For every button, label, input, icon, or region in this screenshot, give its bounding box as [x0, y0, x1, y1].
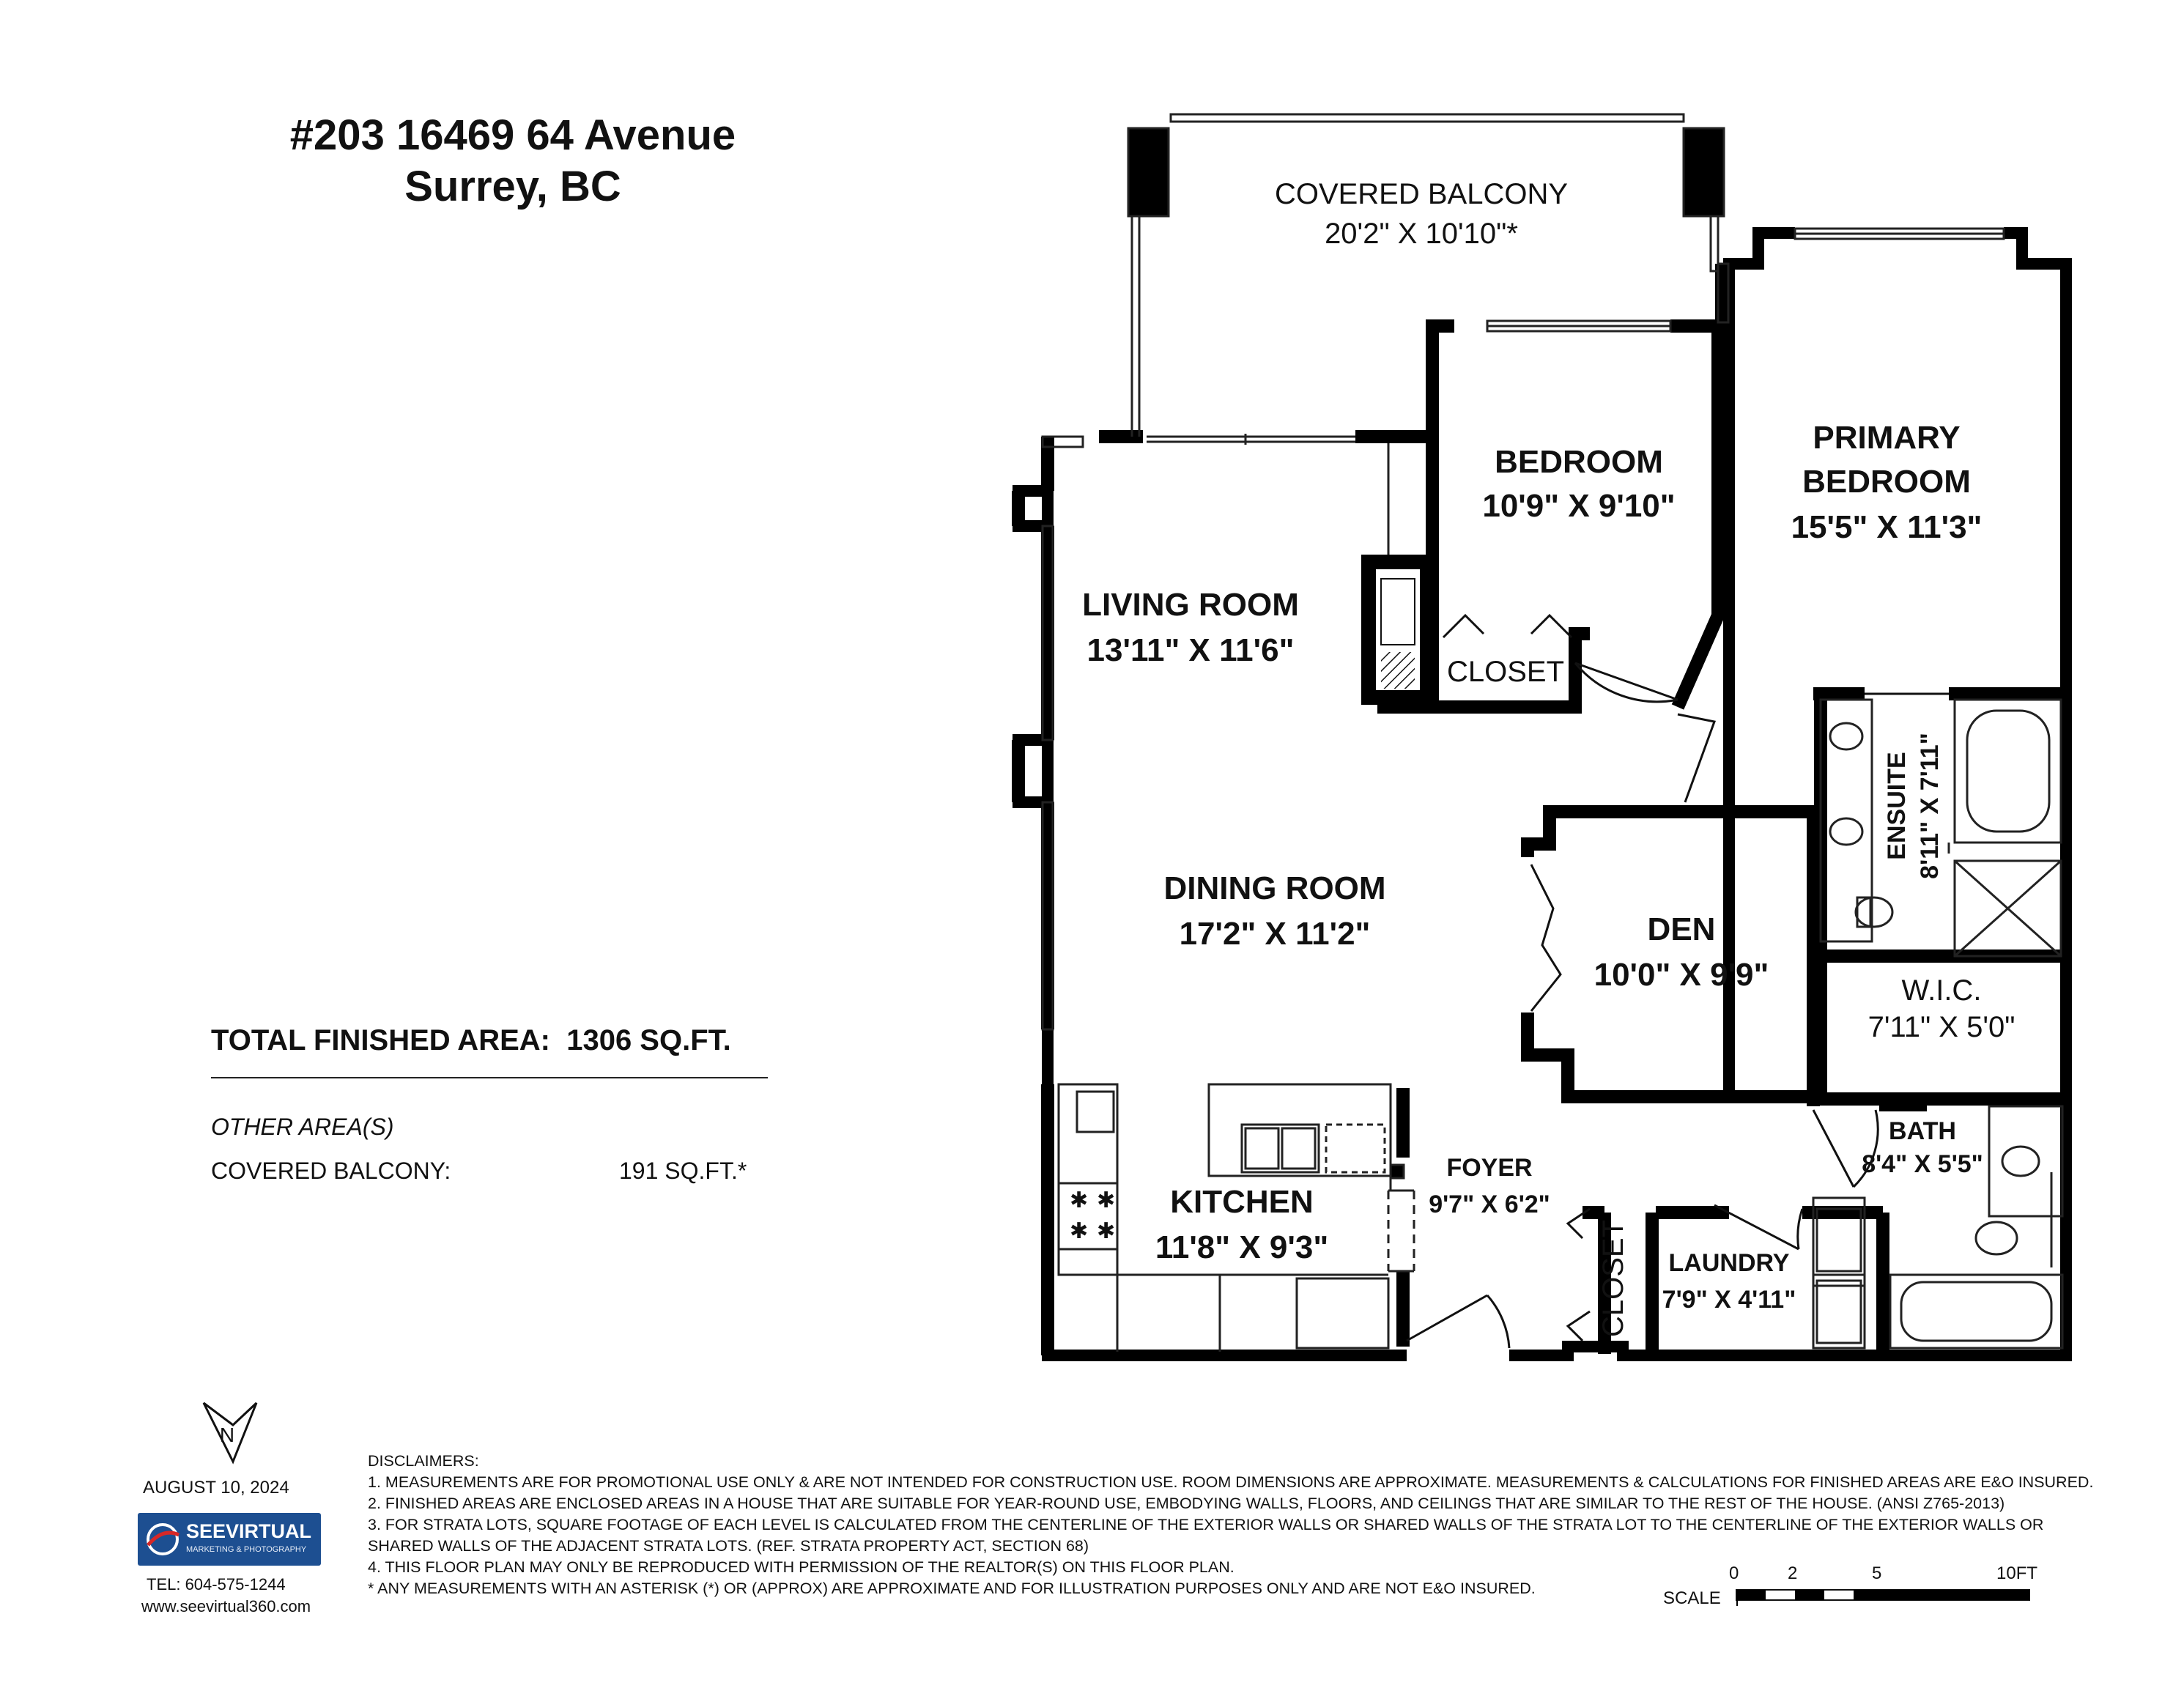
disclaimer-line: 1. MEASUREMENTS ARE FOR PROMOTIONAL USE ONLY & ARE NOT INTENDED FOR CONSTRUCTION USE. ROOM DIMENSIONS ARE APPROXIMATE. MEASUREMENTS & CALCULATIONS FOR FINISHED AREAS ARE E&O INSURED. [368, 1473, 2094, 1491]
closet1-name: CLOSET [1446, 656, 1565, 688]
balcony-area-label: COVERED BALCONY: [211, 1158, 451, 1184]
laundry-name: LAUNDRY [1668, 1249, 1790, 1277]
wic-dims: 7'11" X 5'0" [1867, 1011, 2015, 1043]
contact-tel: TEL: 604-575-1244 [147, 1575, 286, 1593]
fireplace [1361, 443, 1433, 705]
logo-tagline: MARKETING & PHOTOGRAPHY [186, 1545, 307, 1554]
foyer-name: FOYER [1446, 1154, 1533, 1182]
living-name: LIVING ROOM [1082, 587, 1299, 623]
svg-text:✱: ✱ [1097, 1219, 1116, 1243]
total-area-value: 1306 SQ.FT. [566, 1024, 731, 1056]
bedroom-dims: 10'9" X 9'10" [1482, 488, 1676, 524]
contact-web: www.seevirtual360.com [141, 1597, 311, 1615]
scale-tick-0: 0 [1729, 1563, 1739, 1583]
total-area-label: TOTAL FINISHED AREA: [211, 1024, 550, 1056]
closet2-name: CLOSET [1597, 1219, 1629, 1338]
svg-text:✱: ✱ [1070, 1219, 1089, 1243]
disclaimer-line: * ANY MEASUREMENTS WITH AN ASTERISK (*) OR (APPROX) ARE APPROXIMATE AND FOR ILLUSTRATION PURPOSES ONLY AND ARE NOT E&O INSURED. [368, 1580, 1536, 1597]
disclaimer-line: SHARED WALLS OF THE ADJACENT STRATA LOTS. (REF. STRATA PROPERTY ACT, SECTION 68) [368, 1537, 1089, 1555]
logo-brand: SEEVIRTUAL [186, 1520, 312, 1542]
den-name: DEN [1647, 911, 1716, 947]
primary-name2: BEDROOM [1802, 464, 1971, 500]
disclaimers-heading: DISCLAIMERS: [368, 1452, 479, 1470]
primary-dims: 15'5" X 11'3" [1791, 509, 1983, 545]
bath-name: BATH [1889, 1117, 1956, 1145]
bath-dims: 8'4" X 5'5" [1862, 1150, 1983, 1178]
dining-dims: 17'2" X 11'2" [1179, 916, 1371, 952]
address-line2: Surrey, BC [404, 163, 621, 210]
plan-date: AUGUST 10, 2024 [143, 1478, 289, 1498]
disclaimer-line: 4. THIS FLOOR PLAN MAY ONLY BE REPRODUCED WITH PERMISSION OF THE REALTOR(S) ON THIS FLOOR PLAN. [368, 1558, 1234, 1576]
laundry-dims: 7'9" X 4'11" [1662, 1286, 1796, 1314]
scale-tick-10: 10FT [1996, 1563, 2038, 1583]
primary-name1: PRIMARY [1813, 420, 1961, 456]
den-dims: 10'0" X 9'9" [1593, 957, 1769, 993]
ensuite-name: ENSUITE [1883, 752, 1911, 860]
dining-name: DINING ROOM [1163, 870, 1386, 906]
scale-label: SCALE [1663, 1588, 1721, 1608]
svg-text:✱: ✱ [1097, 1188, 1116, 1213]
scale-tick-5: 5 [1872, 1563, 1882, 1583]
north-arrow-icon [204, 1403, 256, 1462]
address-line1: #203 16469 64 Avenue [289, 111, 736, 159]
balcony-name: COVERED BALCONY [1274, 178, 1569, 210]
bedroom-name: BEDROOM [1495, 444, 1663, 480]
compass-label: N [219, 1424, 235, 1446]
wic-name: W.I.C. [1901, 974, 1982, 1007]
ensuite-dims: 8'11" X 7'11" [1916, 733, 1944, 879]
kitchen-dims: 11'8" X 9'3" [1155, 1229, 1329, 1265]
balcony-area-value: 191 SQ.FT.* [619, 1158, 747, 1184]
living-dims: 13'11" X 11'6" [1087, 632, 1295, 668]
foyer-dims: 9'7" X 6'2" [1429, 1191, 1550, 1218]
stove-burners [1070, 1188, 1115, 1243]
balcony-dims: 20'2" X 10'10"* [1325, 218, 1518, 250]
disclaimers [368, 1451, 2093, 1599]
disclaimer-line: 2. FINISHED AREAS ARE ENCLOSED AREAS IN A HOUSE THAT ARE SUITABLE FOR YEAR-ROUND USE, EMBODYING WALLS, FLOORS, AND CEILINGS THAT ARE SIMILAR TO THE REST OF THE HOUSE. (ANSI Z765-2013) [368, 1495, 2005, 1512]
disclaimer-line: 3. FOR STRATA LOTS, SQUARE FOOTAGE OF EACH LEVEL IS CALCULATED FROM THE CENTERLINE OF THE EXTERIOR WALLS OR SHARED WALLS OF THE STRATA LOT TO THE CENTERLINE OF THE EXTERIOR WALLS OR [368, 1516, 2044, 1533]
kitchen-name: KITCHEN [1170, 1184, 1314, 1220]
scale-tick-2: 2 [1788, 1563, 1798, 1583]
windows [1043, 229, 2004, 1029]
svg-text:✱: ✱ [1070, 1188, 1089, 1213]
room-labels [1082, 178, 2015, 1337]
other-areas-heading: OTHER AREA(S) [211, 1114, 394, 1140]
logo-swirl-icon [141, 1513, 186, 1566]
seevirtual-logo [138, 1513, 321, 1566]
